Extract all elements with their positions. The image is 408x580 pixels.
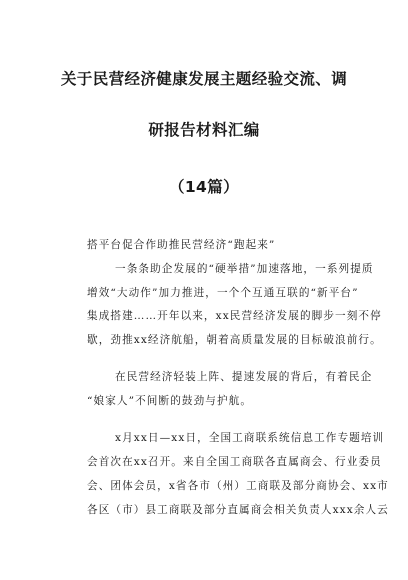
paragraph-3-line-4: 各区（市）县工商联及部分直属商会相关负责人xxx余人云	[87, 504, 389, 516]
article-heading: 搭平台促合作助推民营经济“跑起来”	[87, 239, 276, 251]
document-title-count: （14篇）	[168, 178, 240, 196]
paragraph-1-line-1: 一条条助企发展的“硬举措”加速落地，一系列提质	[115, 263, 374, 275]
paragraph-2-line-2: “娘家人”不间断的鼓劲与护航。	[87, 395, 253, 407]
paragraph-1-line-4: 歇，劲推xx经济航船，朝着高质量发展的目标破浪前行。	[87, 334, 382, 346]
document-title-line-2: 研报告材料汇编	[148, 121, 260, 139]
paragraph-3-line-1: x月xx日—xx日，全国工商联系统信息工作专题培训	[115, 432, 385, 444]
paragraph-1-line-3: 集成搭建……开年以来，xx民营经济发展的脚步一刻不停	[87, 310, 382, 322]
paragraph-3-line-3: 会、团体会员，x省各市（州）工商联及部分商协会、xx市	[87, 480, 389, 492]
paragraph-1-line-2: 增效“大动作”加力推进，一个个互通互联的“新平台”	[87, 287, 359, 299]
paragraph-3-line-2: 会首次在xx召开。来自全国工商联各直属商会、行业委员	[87, 456, 382, 468]
paragraph-2-line-1: 在民营经济轻装上阵、提速发展的背后，有着民企	[115, 371, 373, 383]
document-title-line-1: 关于民营经济健康发展主题经验交流、调	[60, 70, 348, 88]
